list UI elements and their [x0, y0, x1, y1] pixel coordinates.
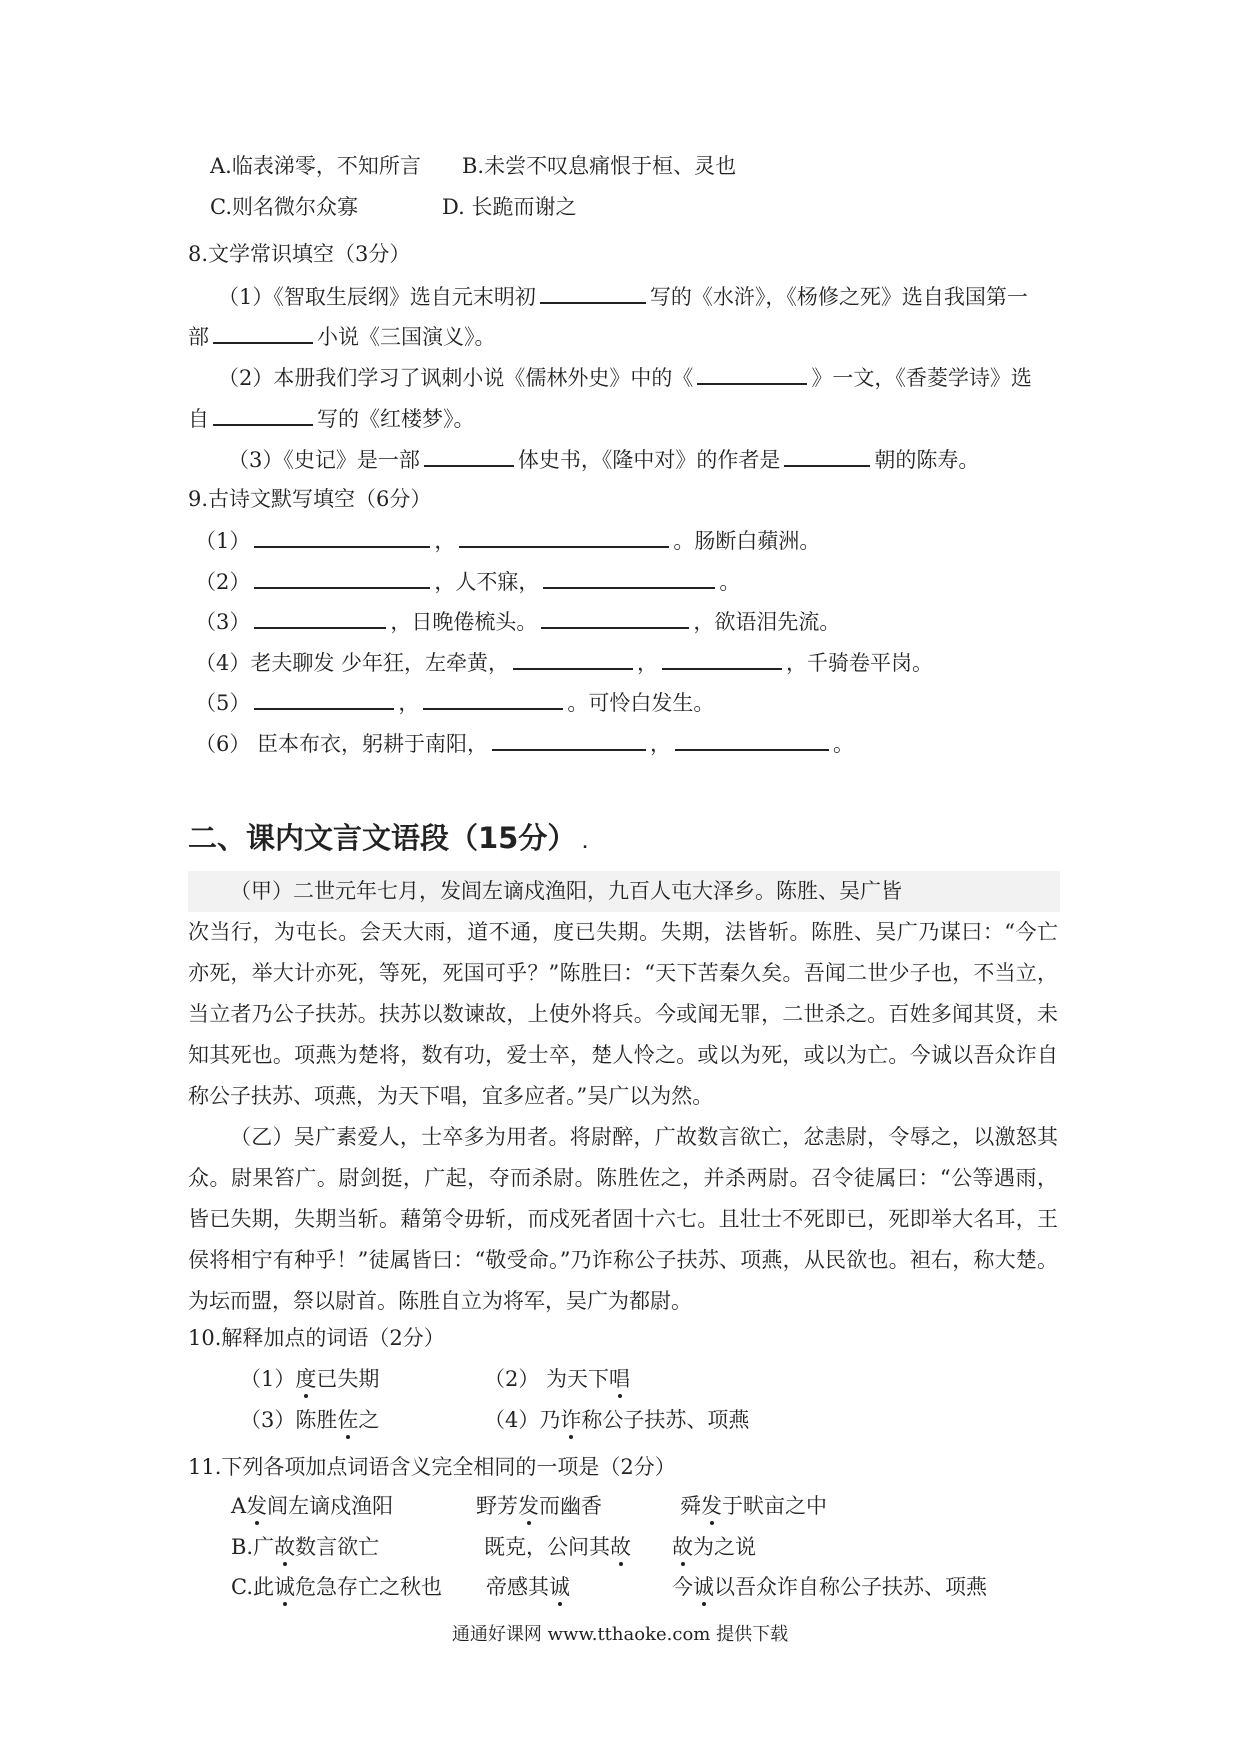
answer-blank[interactable]: [543, 567, 715, 589]
q8-line-5: （3）《史记》是一部 体史书，《隆中对》的作者是 朝的陈寿。: [228, 445, 979, 474]
answer-blank[interactable]: [492, 729, 646, 751]
q11-c-1: C.此诚危急存亡之秋也: [231, 1575, 442, 1599]
q8-title: 8.文学常识填空（3分）: [188, 242, 411, 266]
section-heading: 二、课内文言文语段（15分） .: [188, 821, 588, 855]
q8-line-2: 部 小说《三国演义》。: [188, 322, 496, 351]
q7-option-a: A.临表涕零，不知所言: [210, 154, 421, 178]
q8-line-3: （2）本册我们学习了讽刺小说《儒林外史》中的《 》一文，《香菱学诗》选: [218, 363, 1032, 392]
q9-item-6: （6） 臣本布衣，躬耕于南阳， ， 。: [195, 729, 854, 758]
answer-blank[interactable]: [254, 607, 386, 629]
q10-item-1: （1）度已失期: [240, 1367, 380, 1391]
q7-option-d: D. 长跪而谢之: [442, 195, 577, 219]
answer-blank[interactable]: [254, 526, 430, 548]
q9-item-4: （4）老夫聊发 少年狂，左牵黄， ， ，千骑卷平岗。: [195, 648, 933, 677]
q11-b-1: B.广故数言欲亡: [231, 1535, 380, 1559]
q9-item-5: （5） ， 。可怜白发生。: [195, 688, 714, 717]
q8-line-1: （1）《智取生辰纲》选自元末明初 写的《水浒》，《杨修之死》选自我国第一: [218, 282, 1028, 311]
answer-blank[interactable]: [662, 648, 782, 670]
answer-blank[interactable]: [697, 363, 807, 385]
q10-title: 10.解释加点的词语（2分）: [188, 1326, 445, 1350]
q9-item-1: （1） ， 。肠断白蘋洲。: [195, 526, 820, 555]
answer-blank[interactable]: [784, 445, 870, 467]
answer-blank[interactable]: [459, 526, 669, 548]
answer-blank[interactable]: [675, 729, 829, 751]
answer-blank[interactable]: [254, 688, 394, 710]
answer-blank[interactable]: [424, 445, 514, 467]
q10-item-3: （3）陈胜佐之: [240, 1408, 380, 1432]
answer-blank[interactable]: [213, 322, 313, 344]
q9-title: 9.古诗文默写填空（6分）: [188, 487, 432, 511]
q7-option-b: B.未尝不叹息痛恨于桓、灵也: [462, 154, 737, 178]
passage-jia-first-line: （甲）二世元年七月，发闾左谪戍渔阳，九百人屯大泽乡。陈胜、吴广皆: [188, 871, 1060, 912]
q9-item-2: （2） ，人不寐， 。: [195, 567, 740, 596]
passage-yi: （乙）吴广素爱人，士卒多为用者。将尉醉，广故数言欲亡，忿恚尉，令辱之，以激怒其众。尉果笞广。尉剑挺，广起，夺而杀尉。陈胜佐之，并杀两尉。召令徒属曰：“公等遇雨，皆已失期，失期当斩。藉第令毋斩，而戍死者固十六七。且壮士不死即已，死即举大名耳，王侯将相宁有种乎！”徒属皆曰：“敬受命。”乃诈称公子扶苏、项燕，从民欲也。袒右，称大楚。为坛而盟，祭以尉首。陈胜自立为将军，吴广为都尉。: [188, 1125, 1058, 1313]
q11-title: 11.下列各项加点词语含义完全相同的一项是（2分）: [188, 1455, 676, 1479]
q11-a-1: A发闾左谪戍渔阳: [231, 1494, 394, 1518]
passage-jia-body: 次当行，为屯长。会天大雨，道不通，度已失期。失期，法皆斩。陈胜、吴广乃谋曰：“今亡亦死，举大计亦死，等死，死国可乎？”陈胜曰：“天下苦秦久矣。吾闻二世少子也，不当立，当立者乃公子扶苏。扶苏以数谏故，上使外将兵。今或闻无罪，二世杀之。百姓多闻其贤，未知其死也。项燕为楚将，数有功，爱士卒，楚人怜之。或以为死，或以为亡。今诚以吾众诈自称公子扶苏、项燕，为天下唱，宜多应者。”吴广以为然。: [188, 920, 1058, 1108]
q11-a-3: 舜发于畎亩之中: [680, 1494, 827, 1518]
answer-blank[interactable]: [213, 404, 313, 426]
answer-blank[interactable]: [513, 648, 633, 670]
answer-blank[interactable]: [254, 567, 430, 589]
answer-blank[interactable]: [540, 282, 646, 304]
passage-jia: [188, 871, 1058, 1117]
q8-line-4: 自 写的《红楼梦》。: [188, 404, 475, 433]
q11-b-3: 故为之说: [672, 1535, 756, 1559]
q10-item-2: （2） 为天下唱: [484, 1367, 631, 1391]
q7-option-c: C.则名微尔众寡: [210, 195, 358, 219]
answer-blank[interactable]: [423, 688, 563, 710]
q11-c-2: 帝感其诚: [486, 1575, 570, 1599]
q11-c-3: 今诚以吾众诈自称公子扶苏、项燕: [672, 1575, 987, 1599]
q11-b-2: 既克，公问其故: [484, 1535, 631, 1559]
q9-item-3: （3） ，日晚倦梳头。 ，欲语泪先流。: [195, 607, 840, 636]
q11-a-2: 野芳发而幽香: [476, 1494, 602, 1518]
answer-blank[interactable]: [541, 607, 689, 629]
page-footer: 通通好课网 www.tthaoke.com 提供下载: [451, 1624, 789, 1645]
q10-item-4: （4）乃诈称公子扶苏、项燕: [484, 1408, 750, 1432]
